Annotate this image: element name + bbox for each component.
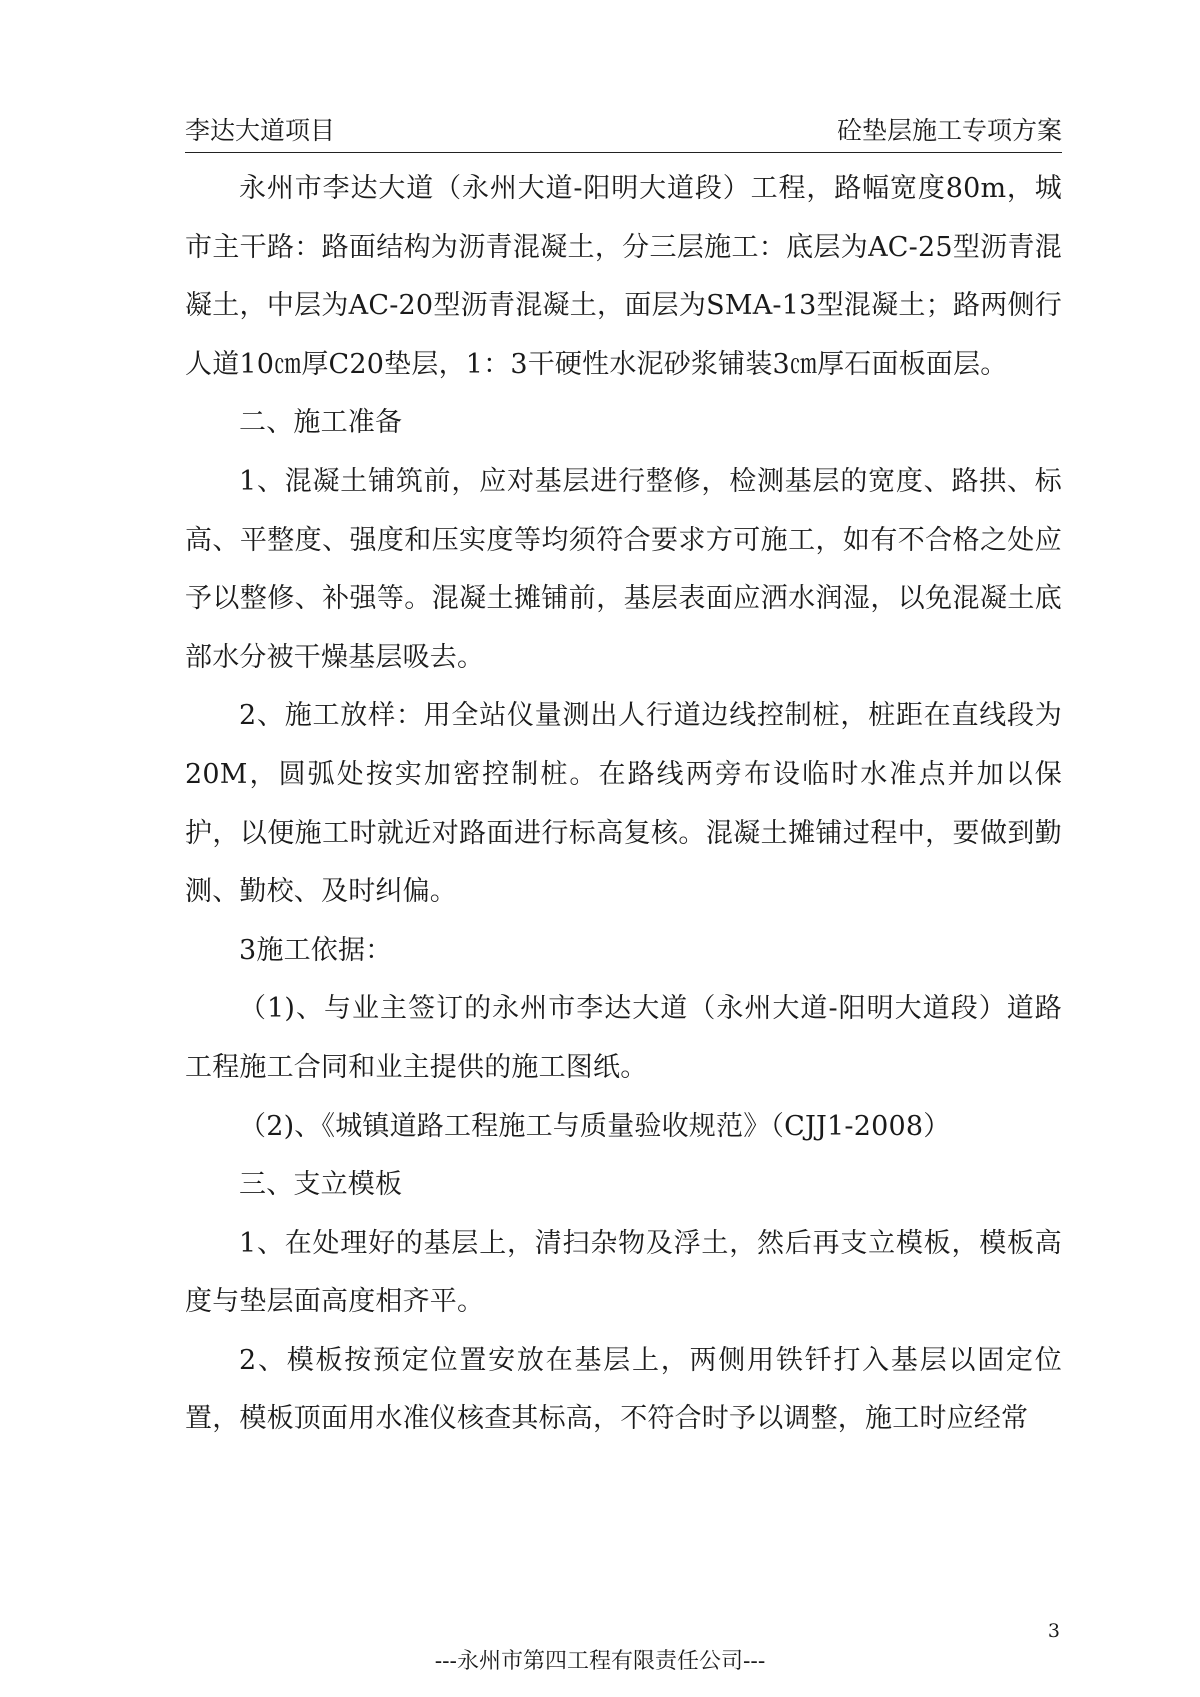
page-footer: ---永州市第四工程有限责任公司--- [434,1649,766,1674]
header-project-name: 李达大道项目 [185,116,336,145]
paragraph-layout-survey: 2、施工放样：用全站仪量测出人行道边线控制桩，桩距在直线段为20M，圆弧处按实加密控制桩。在路线两旁布设临时水准点并加以保护，以便施工时就近对路面进行标高复核。混凝土摊铺过程中，要做到勤测、勤校、及时纠偏。 [185,700,1062,908]
section-heading-formwork: 三、支立模板 [239,1169,403,1201]
document-body [185,160,1062,1449]
paragraph-project-overview: 永州市李达大道（永州大道-阳明大道段）工程，路幅宽度80m，城市主干路：路面结构为沥青混凝土，分三层施工：底层为AC-25型沥青混凝土，中层为AC-20型沥青混凝土，面层为SMA-13型混凝土；路两侧行人道10㎝厚C20垫层，1：3干硬性水泥砂浆铺装3㎝厚石面板面层。 [185,173,1062,380]
paragraph-basis-contract: （1)、与业主签订的永州市李达大道（永州大道-阳明大道段）道路工程施工合同和业主提供的施工图纸。 [185,993,1062,1083]
paragraph-basis-standard: （2)、《城镇道路工程施工与质量验收规范》（CJJ1-2008） [239,1110,951,1142]
paragraph-base-repair: 1、混凝土铺筑前，应对基层进行整修，检测基层的宽度、路拱、标高、平整度、强度和压实度等均须符合要求方可施工，如有不合格之处应予以整修、补强等。混凝土摊铺前，基层表面应洒水润湿，以免混凝土底部水分被干燥基层吸去。 [185,465,1062,673]
section-heading-preparation: 二、施工准备 [239,407,403,439]
paragraph-formwork-setup: 1、在处理好的基层上，清扫杂物及浮土，然后再支立模板，模板高度与垫层面高度相齐平。 [185,1227,1062,1318]
subheading-construction-basis: 3施工依据： [239,934,393,966]
page-number: 3 [1047,1620,1060,1642]
header-document-title: 砼垫层施工专项方案 [836,116,1062,145]
paragraph-formwork-positioning: 2、模板按预定位置安放在基层上，两侧用铁钎打入基层以固定位置，模板顶面用水准仪核查其标高，不符合时予以调整，施工时应经常 [185,1344,1062,1435]
page-header [185,116,1062,153]
